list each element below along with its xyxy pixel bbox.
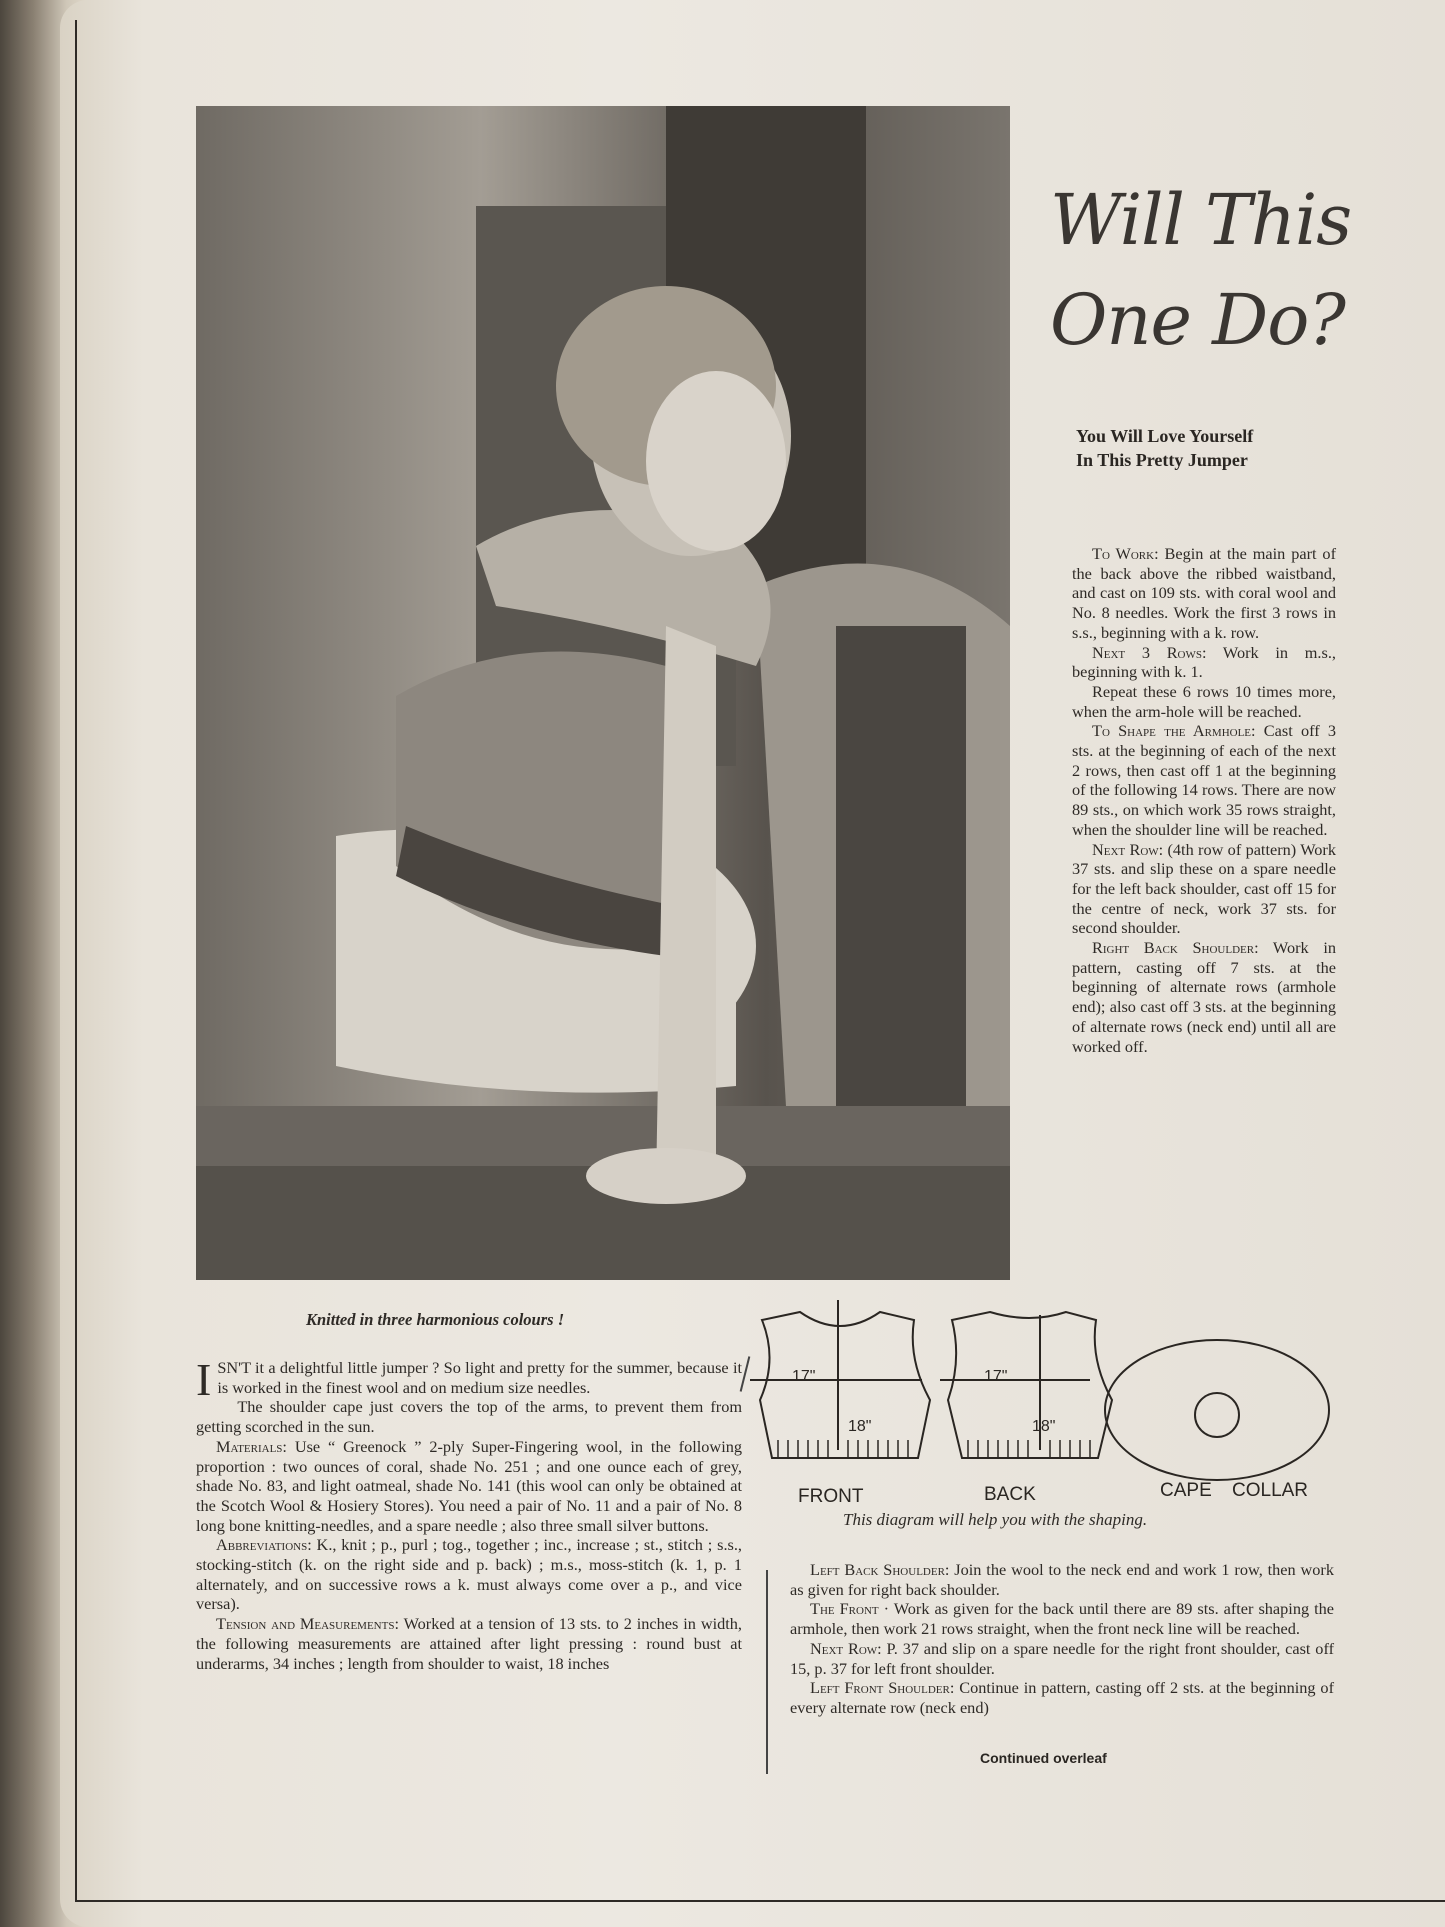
back-width-label: 17" — [984, 1368, 1008, 1385]
back-label: BACK — [984, 1484, 1036, 1505]
cape-outline — [1105, 1340, 1329, 1480]
instruction-paragraph: Left Back Shoulder: Join the wool to the neck end and work 1 row, then work as given for right back shoulder. — [790, 1560, 1334, 1599]
instruction-paragraph: Right Back Shoulder: Work in pattern, casting off 7 sts. at the beginning of alternate rows (armhole end); also cast off 3 sts. at the beginning of alternate rows (neck end) until all are worked off. — [1072, 938, 1336, 1056]
intro-paragraph: ISN'T it a delightful little jumper ? So light and pretty for the summer, because it is worked in the finest wool and on medium size needles. — [196, 1354, 742, 1405]
front-length-label: 18" — [848, 1418, 872, 1435]
shaping-diagram — [740, 1300, 1340, 1540]
front-label: FRONT — [798, 1486, 864, 1507]
article-title — [1050, 170, 1350, 370]
left-column-text — [196, 1354, 742, 1673]
instruction-paragraph: To Work: Begin at the main part of the back above the ribbed waistband, and cast on 109 sts. with coral wool and No. 8 needles. Work the first 3 rows in s.s., beginning with a k. row. — [1072, 544, 1336, 642]
collar-label: COLLAR — [1232, 1480, 1309, 1501]
model-photograph — [196, 106, 1010, 1280]
photo-caption: Knitted in three harmonious colours ! — [306, 1310, 565, 1329]
collar-outline — [1195, 1393, 1239, 1437]
column-rule — [766, 1570, 768, 1774]
diagram-caption: This diagram will help you with the shaping. — [843, 1510, 1148, 1529]
right-column-instructions — [1072, 544, 1336, 1056]
cape-label: CAPE — [1160, 1480, 1212, 1501]
drop-cap: I — [196, 1354, 212, 1405]
body-paragraph: Abbreviations: K., knit ; p., purl ; tog., together ; inc., increase ; st., stitch ; s.s., stocking-stitch (k. on the right side and p. back) ; m.s., moss-stitch (k. 1, p. 1 alternately, and on successive rows a k. must always come over a p., and vice versa). — [196, 1535, 742, 1614]
article-subtitle — [1076, 424, 1336, 472]
instruction-paragraph: Repeat these 6 rows 10 times more, when the arm-hole will be reached. — [1072, 681, 1336, 721]
title-line-1: Will This — [1050, 179, 1352, 261]
instruction-paragraph: To Shape the Armhole: Cast off 3 sts. at the beginning of each of the next 2 rows, then cast off 1 at the beginning of the following 14 rows. There are now 89 sts., on which work 35 rows straight, when the shoulder line will be reached. — [1072, 721, 1336, 839]
body-paragraph: The shoulder cape just covers the top of the arms, to prevent them from getting scorched in the sun. — [196, 1397, 742, 1437]
subtitle-line-2: In This Pretty Jumper — [1076, 450, 1248, 470]
bottom-right-instructions — [790, 1560, 1334, 1718]
instruction-paragraph: Left Front Shoulder: Continue in pattern, casting off 2 sts. at the beginning of every alternate row (neck end) — [790, 1678, 1334, 1717]
back-length-label: 18" — [1032, 1418, 1056, 1435]
back-piece-outline — [948, 1312, 1112, 1458]
front-piece-outline — [760, 1312, 930, 1458]
continued-overleaf-note: Continued overleaf — [980, 1750, 1107, 1766]
body-paragraph: Tension and Measurements: Worked at a tension of 13 sts. to 2 inches in width, the following measurements are attained after light pressing : round bust at underarms, 34 inches ; length from shoulder to waist, 18 inches — [196, 1614, 742, 1673]
instruction-paragraph: Next Row: (4th row of pattern) Work 37 sts. and slip these on a spare needle for the left back shoulder, cast off 15 for the centre of neck, work 37 sts. for second shoulder. — [1072, 839, 1336, 938]
body-paragraph: Materials: Use “ Greenock ” 2-ply Super-Fingering wool, in the following proportion : two ounces of coral, shade No. 251 ; and one ounce each of grey, shade No. 83, and light oatmeal, shade No. 141 (this wool can only be obtained at the Scotch Wool & Hosiery Stores). You need a pair of No. 11 and a pair of No. 8 long bone knitting-needles, and a spare needle ; also three small silver buttons. — [196, 1436, 742, 1535]
instruction-paragraph: The Front · Work as given for the back until there are 89 sts. after shaping the armhole, then work 21 rows straight, when the front neck line will be reached. — [790, 1599, 1334, 1639]
title-line-2: One Do? — [1050, 279, 1345, 361]
instruction-paragraph: Next 3 Rows: Work in m.s., beginning with k. 1. — [1072, 642, 1336, 682]
front-width-label: 17" — [792, 1368, 816, 1385]
instruction-paragraph: Next Row: P. 37 and slip on a spare needle for the right front shoulder, cast off 15, p. 37 for left front shoulder. — [790, 1638, 1334, 1678]
subtitle-line-1: You Will Love Yourself — [1076, 426, 1254, 446]
